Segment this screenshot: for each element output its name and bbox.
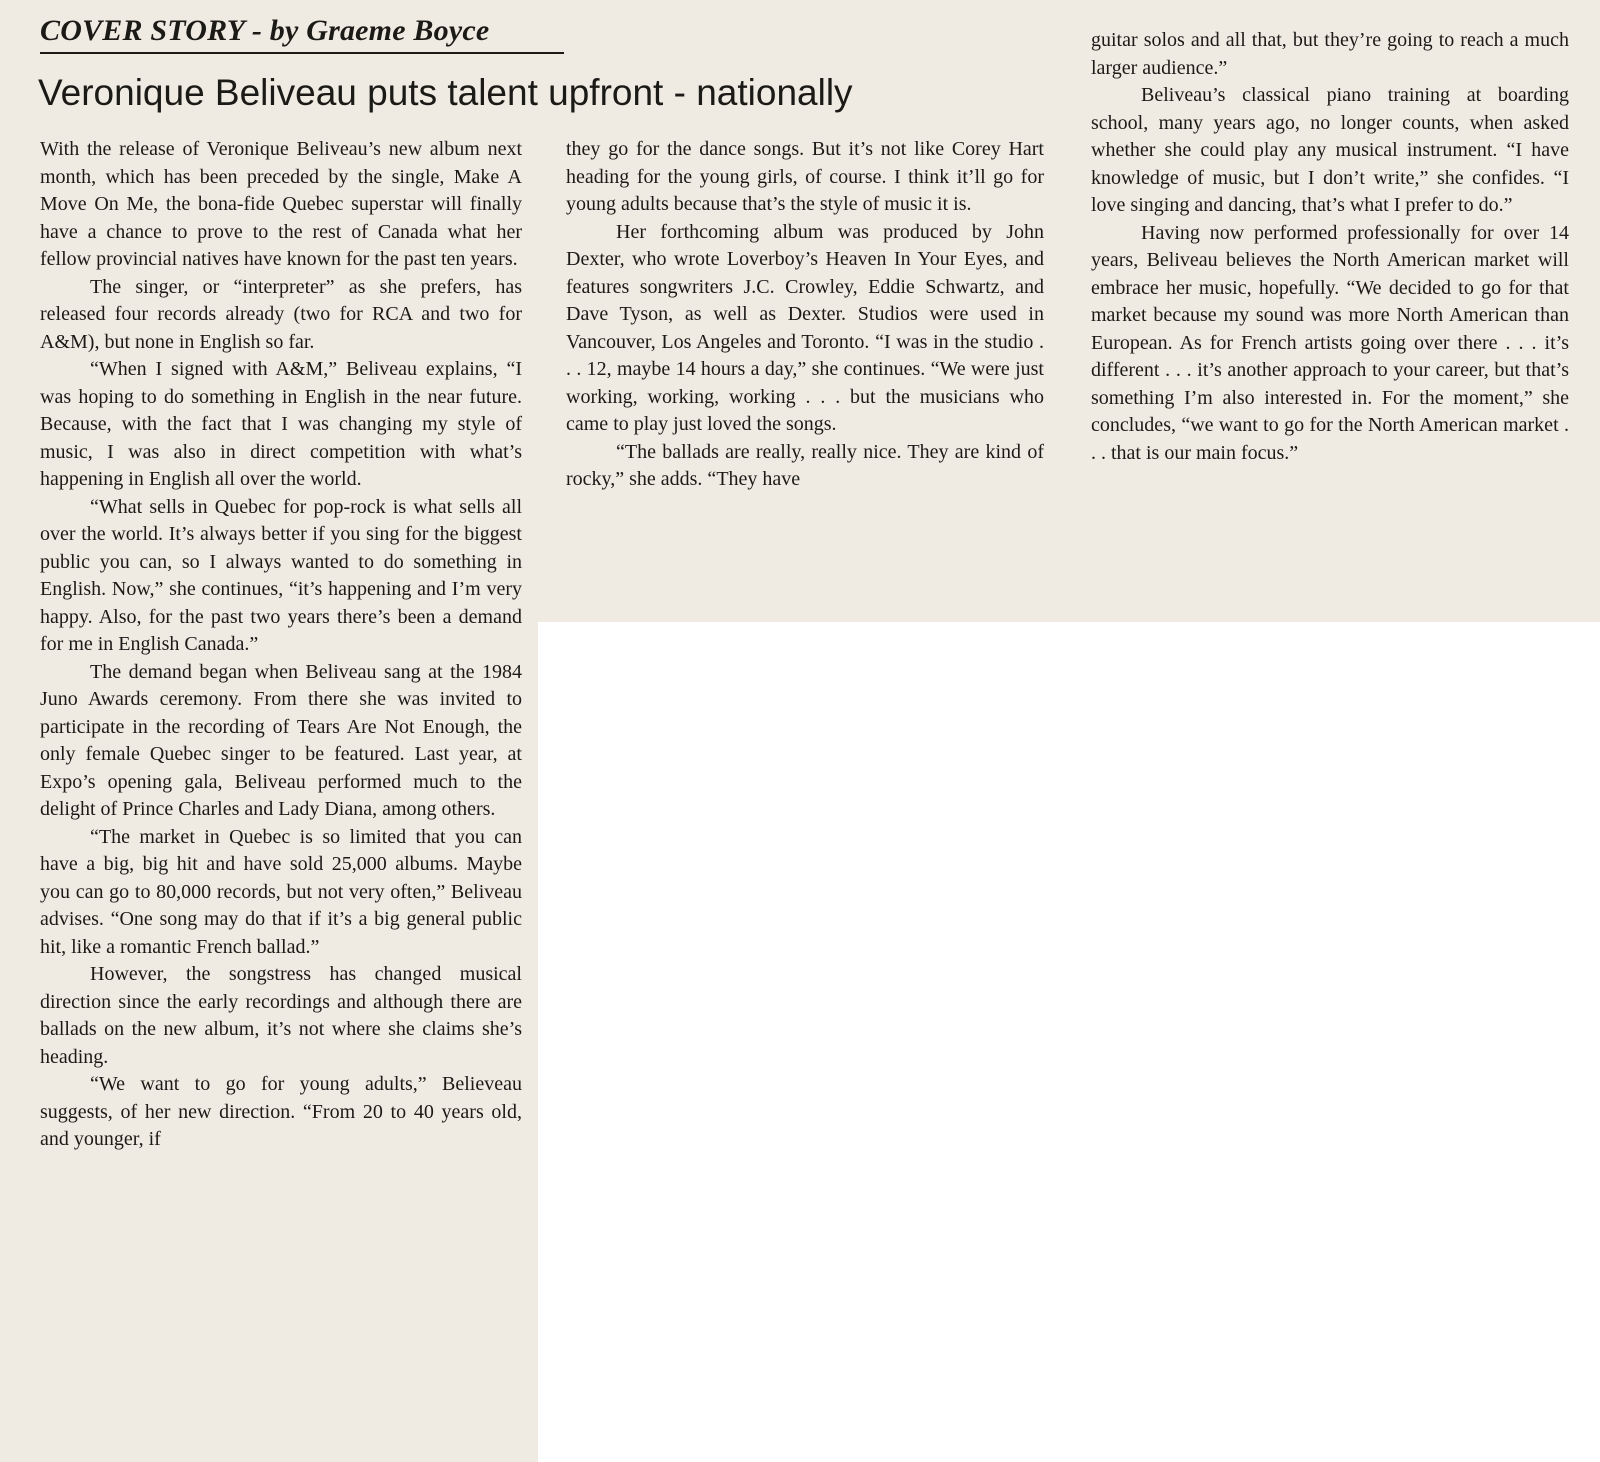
kicker-underline [40,52,564,54]
article-kicker: COVER STORY - by Graeme Boyce [40,14,490,47]
article-column-2 [566,136,1044,494]
paragraph: they go for the dance songs. But it’s not like Corey Hart heading for the young girls, of course. I think it’ll go for young adults because that’s the style of music it is. [566,138,1044,215]
paragraph: The demand began when Beliveau sang at the 1984 Juno Awards ceremony. From there she was invited to participate in the recording of Tears Are Not Enough, the only female Quebec singer to be featured. Last year, at Expo’s opening gala, Beliveau performed much to the delight of Prince Charles and Lady Diana, among others. [40,660,522,820]
article-column-3 [1091,27,1569,467]
paragraph: However, the songstress has changed musical direction since the early recordings and although there are ballads on the new album, it’s not where she claims she’s heading. [40,963,522,1068]
article-column-1 [40,136,522,1154]
article-headline: Veronique Beliveau puts talent upfront - nationally [38,72,853,113]
paragraph: “When I signed with A&M,” Beliveau explains, “I was hoping to do something in English in the near future. Because, with the fact that I was changing my style of music, I was also in direct competition with what’s happening in English all over the world. [40,358,522,490]
paragraph: With the release of Veronique Beliveau’s new album next month, which has been preceded by the single, Make A Move On Me, the bona-fide Quebec superstar will finally have a chance to prove to the rest of Canada what her fellow provincial natives have known for the past ten years. [40,138,522,270]
paragraph: The singer, or “interpreter” as she prefers, has released four records already (two for RCA and two for A&M), but none in English so far. [40,275,522,353]
paragraph: Her forthcoming album was produced by John Dexter, who wrote Loverboy’s Heaven In Your Eyes, and features songwriters J.C. Crowley, Eddie Schwartz, and Dave Tyson, as well as Dexter. Studios were used in Vancouver, Los Angeles and Toronto. “I was in the studio . . . 12, maybe 14 hours a day,” she continues. “We were just working, working, working . . . but the musicians who came to play just loved the songs. [566,220,1044,435]
paragraph: Beliveau’s classical piano training at boarding school, many years ago, no longer counts, when asked whether she could play any musical instrument. “I have knowledge of music, but I don’t write,” she confides. “I love singing and dancing, that’s what I prefer to do.” [1091,84,1569,216]
paragraph: Having now performed professionally for over 14 years, Beliveau believes the North American market will embrace her music, hopefully. “We decided to go for that market because my sound was more North American than European. As for French artists going over there . . . it’s different . . . it’s another approach to your career, but that’s something I’m also interested in. For the moment,” she concludes, “we want to go for the North American market . . . that is our main focus.” [1091,221,1569,464]
paragraph: “What sells in Quebec for pop-rock is what sells all over the world. It’s always better if you sing for the biggest public you can, so I always wanted to do something in English. Now,” she continues, “it’s happening and I’m very happy. Also, for the past two years there’s been a demand for me in English Canada.” [40,495,522,655]
paragraph: “The market in Quebec is so limited that you can have a big, big hit and have sold 25,000 albums. Maybe you can go to 80,000 records, but not very often,” Beliveau advises. “One song may do that if it’s a big general public hit, like a romantic French ballad.” [40,825,522,958]
paragraph: guitar solos and all that, but they’re going to reach a much larger audience.” [1091,29,1569,79]
paragraph: “We want to go for young adults,” Believeau suggests, of her new direction. “From 20 to 40 years old, and younger, if [40,1073,522,1150]
paragraph: “The ballads are really, really nice. They are kind of rocky,” she adds. “They have [566,440,1044,490]
